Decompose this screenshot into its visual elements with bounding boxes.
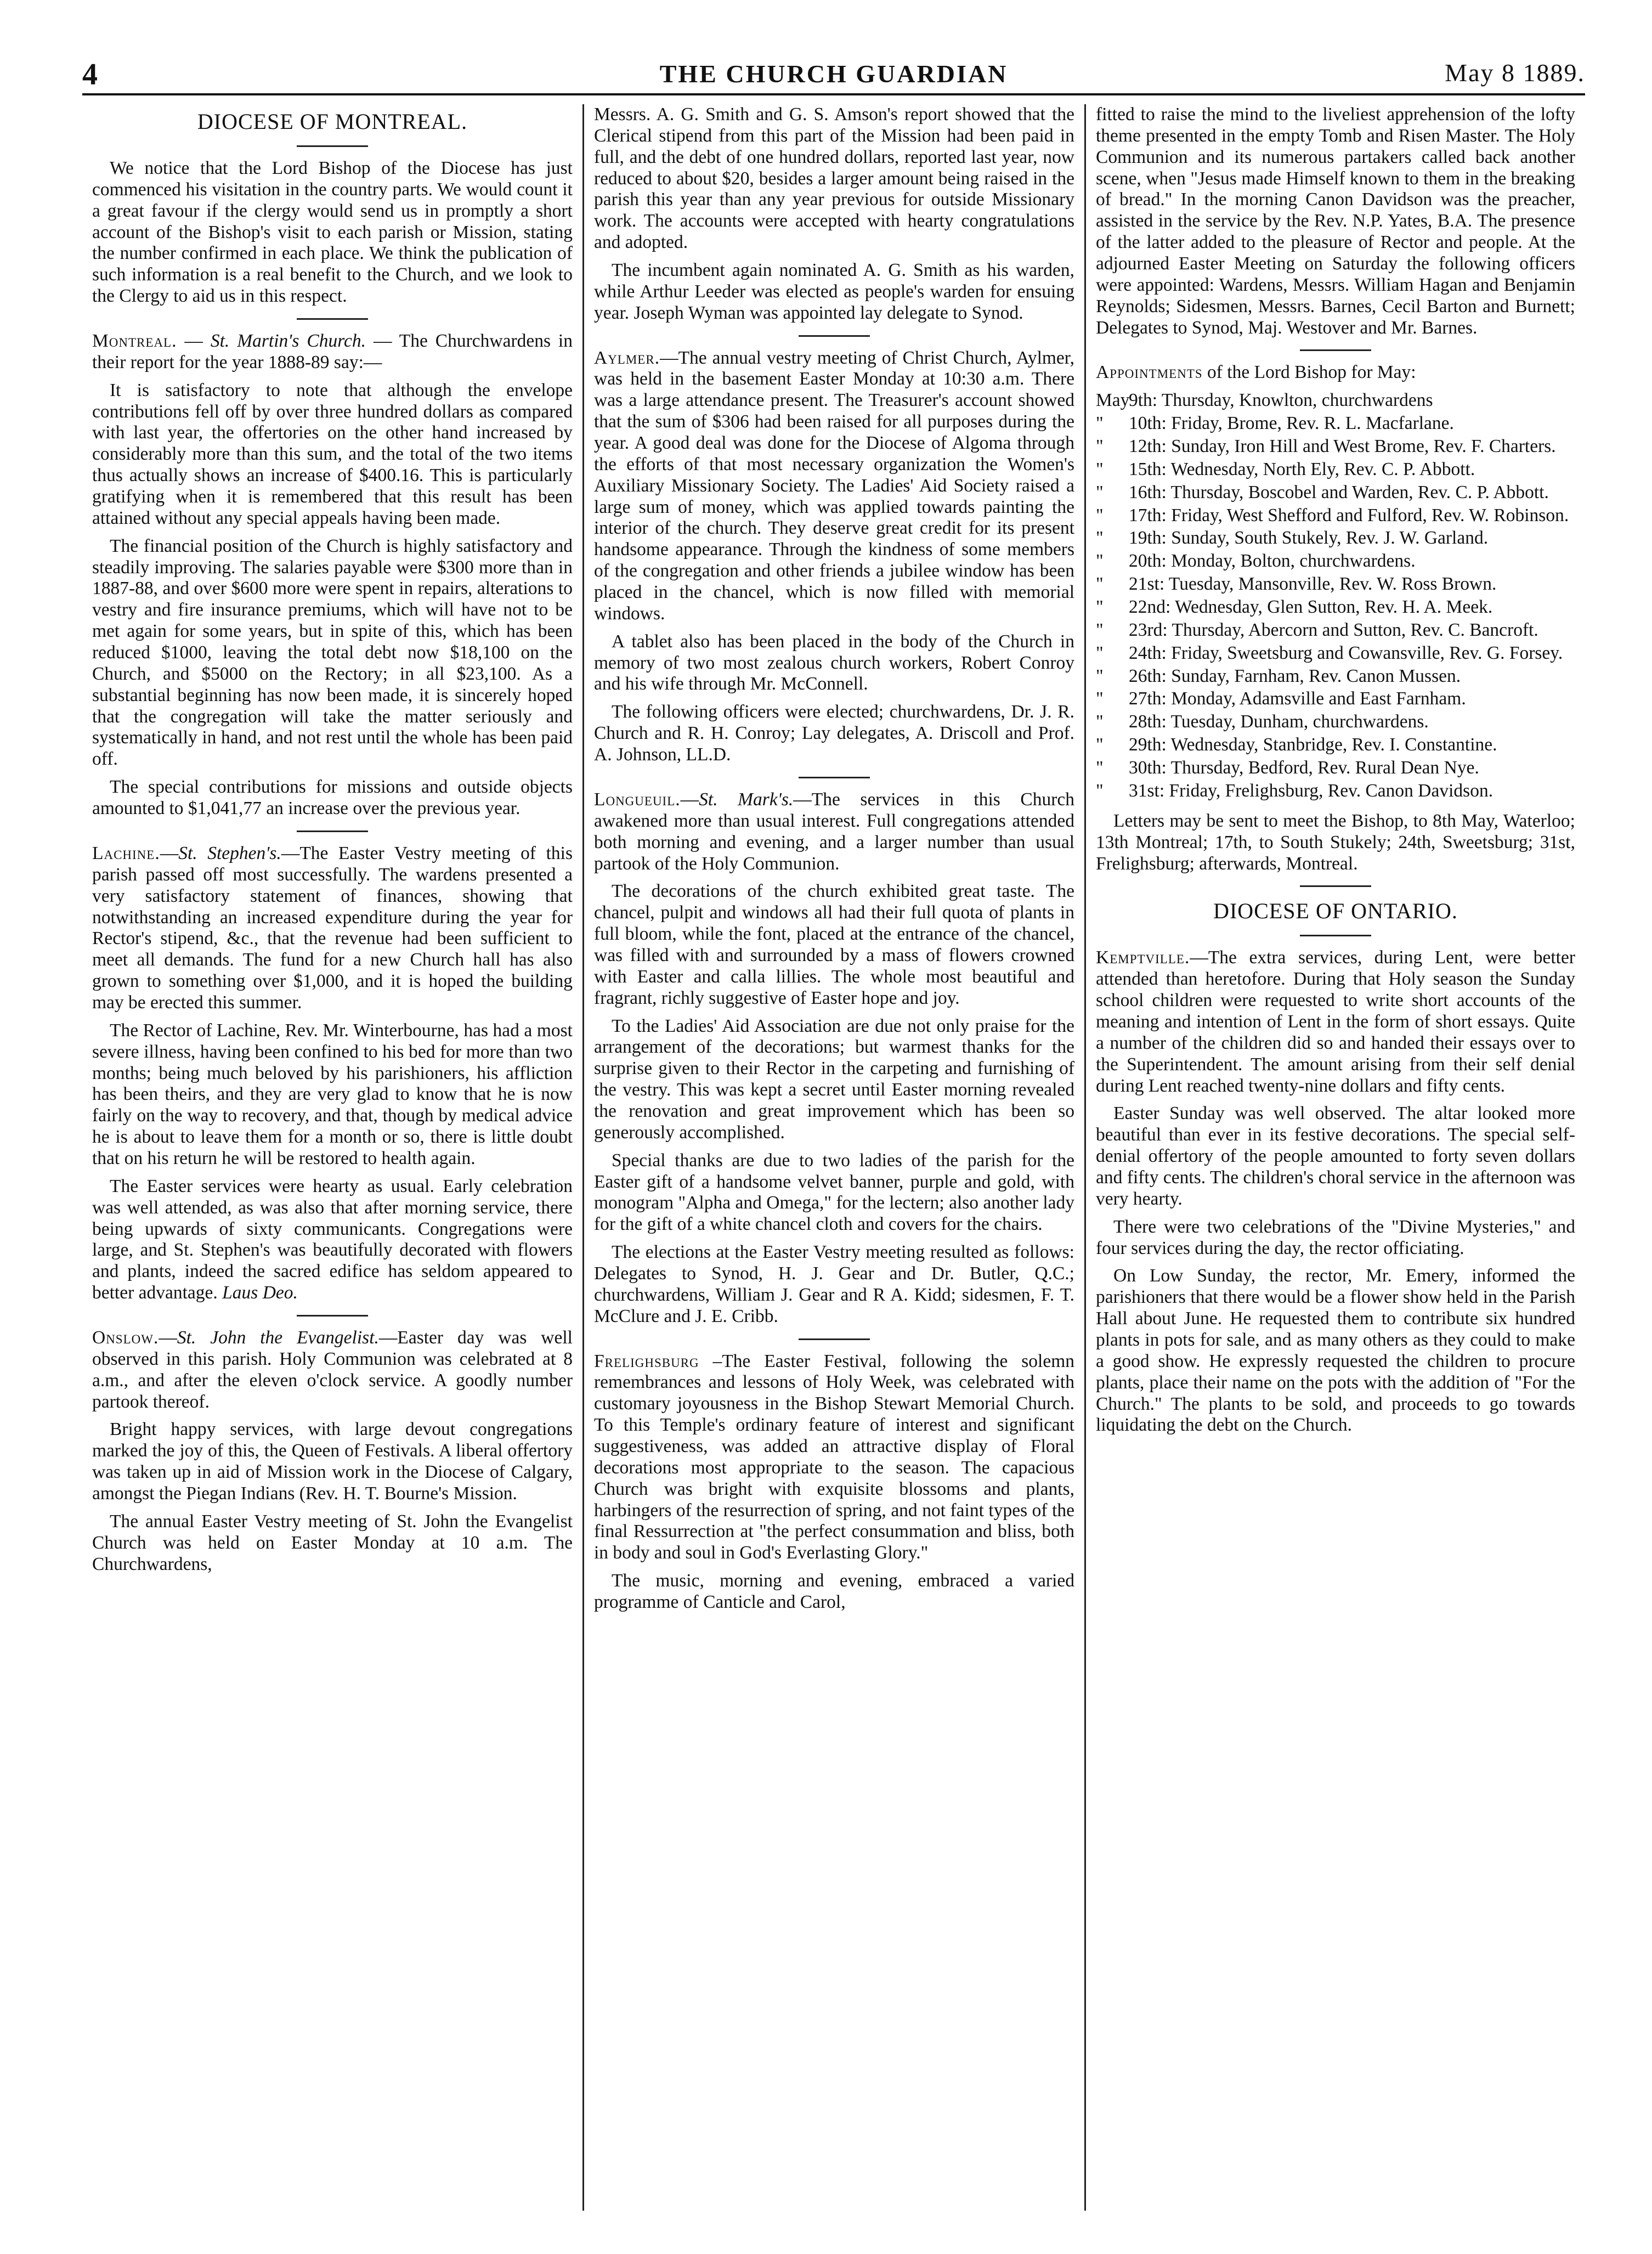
appointment-item [1096,666,1575,687]
page-number: 4 [82,58,98,92]
place-name: Montreal. [92,331,177,352]
appointment-month-mark: " [1096,436,1104,457]
appointment-item [1096,597,1575,618]
appointment-month-mark: " [1096,780,1104,801]
paragraph: fitted to raise the mind to the liveliest apprehension of the lofty theme presented in the empty Tomb and Risen Master. The Holy Communion and its numerous partakers called back another scene, when "Jesus made Himself known to them in the breaking of bread." In the morning Canon Davidson was the preacher, assisted in the service by the Rev. N.P. Yates, B.A. The presence of the latter added to the pleasure of Rector and people. At the adjourned Easter Meeting on Saturday the following officers were appointed: Wardens, Messrs. William Hagan and Benjamin Reynolds; Sidesmen, Messrs. Barnes, Cecil Barton and Burnett; Delegates to Synod, Maj. Westover and Mr. Barnes. [1096,104,1575,338]
appointment-text: 29th: Wednesday, Stanbridge, Rev. I. Constantine. [1129,735,1497,755]
appointment-item [1096,781,1575,802]
lead-text: The annual vestry meeting of Christ Church, Aylmer, was held in the basement Easter Monday at 10:30 a.m. There was a large attendance present. The Treasurer's account showed that the sum of $306 had been raised for all purposes during the year. A good deal was done for the Diocese of Algoma through the efforts of that most necessary organization the Women's Auxiliary Missionary Society. The Ladies' Aid Society raised a large sum of money, which was applied towards painting the interior of the church. They deserve great credit for its present handsome appearance. Through the kindness of some members of the congregation and other friends a jubilee window has been placed in the chancel, which is now filled with memorial windows. [594,347,1074,624]
appointment-text: 27th: Monday, Adamsville and East Farnham. [1129,688,1466,709]
article-aylmer-lead: Aylmer.—The annual vestry meeting of Christ Church, Aylmer, was held in the basement Easter Monday at 10:30 a.m. There was a large attendance present. The Treasurer's account showed that the sum of $306 had been raised for all purposes during the year. A good deal was done for the Diocese of Algoma through the efforts of that most necessary organization the Women's Auxiliary Missionary Society. The Ladies' Aid Society raised a large sum of money, which was applied towards painting the interior of the church. They deserve great credit for its present handsome appearance. Through the kindness of some members of the congregation and other friends a jubilee window has been placed in the chancel, which is now filled with memorial windows. [594,347,1074,624]
place-name: Aylmer. [594,347,660,368]
appointment-item [1096,711,1575,733]
appointment-text: 15th: Wednesday, North Ely, Rev. C. P. Abbott. [1129,459,1475,479]
column-2 [584,104,1086,2211]
article-onslow-lead: Onslow.—St. John the Evangelist.—Easter day was well observed in this parish. Holy Communion was celebrated at 8 a.m., and after the eleven o'clock service. A goodly number partook thereof. [92,1327,573,1412]
appointment-month-mark: " [1096,735,1104,755]
place-name: Frelighsburg [594,1351,699,1371]
page-header [82,55,1585,95]
paragraph: Bright happy services, with large devout congregations marked the joy of this, the Queen of Festivals. A liberal offertory was taken up in aid of Mission work in the Diocese of Calgary, amongst the Piegan Indians (Rev. H. T. Bourne's Mission. [92,1419,573,1504]
lead-text: The Easter Vestry meeting of this parish passed off most successfully. The wardens presented a very satisfactory statement of finances, showing that notwithstanding an increased expenditure during the year for Rector's stipend, &c., that the revenue had been sufficient to meet all demands. The fund for a new Church hall has also grown to something over $1,000, and it is hoped the building may be erected this summer. [92,843,573,1013]
appointment-text: 26th: Sunday, Farnham, Rev. Canon Mussen. [1129,665,1461,686]
article-longueuil-lead: Longueuil.—St. Mark's.—The services in this Church awakened more than usual interest. Full congregations attended both morning and evening, and a larger number than usual partook of the Holy Communion. [594,789,1074,874]
appointment-item [1096,436,1575,457]
paragraph: The incumbent again nominated A. G. Smith as his warden, while Arthur Leeder was elected as people's warden for ensuing year. Joseph Wyman was appointed lay delegate to Synod. [594,260,1074,323]
paragraph [92,1176,573,1304]
appointment-text: 16th: Thursday, Boscobel and Warden, Rev. C. P. Abbott. [1129,482,1549,502]
paragraph: The financial position of the Church is highly satisfactory and steadily improving. The salaries payable were $300 more than in 1887-88, and over $600 more were spent in repairs, alterations to vestry and fire insurance premiums, which will have not to be met again for some years, but in spite of this, which has been reduced $1000, leaving the total debt now $18,100 on the Church, and $5000 on the Rectory; in all $23,100. As a substantial beginning has now been made, it is sincerely hoped that the congregation will take the matter seriously and systematically in hand, and not rest until the whole has been paid off. [92,535,573,770]
place-name: Kemptville. [1096,947,1190,968]
lead-text: Easter day was well observed in this parish. Holy Communion was celebrated at 8 a.m., and after the eleven o'clock service. A goodly number partook thereof. [92,1327,573,1412]
church-name: St. Mark's. [699,789,794,810]
divider [297,1315,368,1317]
paragraph: The following officers were elected; churchwardens, Dr. J. R. Church and R. H. Conroy; Lay delegates, A. Driscoll and Prof. A. Johnson, LL.D. [594,702,1074,765]
section-heading-ontario: DIOCESE OF ONTARIO. [1213,899,1458,924]
appointments-label: Appointments [1096,362,1203,383]
paragraph-text: The Easter services were hearty as usual. Early celebration was well attended, as was also that after morning service, there being upwards of sixty communicants. Congregations were large, and St. Stephen's was beautifully decorated with flowers and plants, indeed the sacred edifice has seldom appeared to better advantage. [92,1176,573,1303]
appointment-text: 12th: Sunday, Iron Hill and West Brome, Rev. F. Charters. [1129,436,1556,457]
appointment-text: 19th: Sunday, South Stukely, Rev. J. W. Garland. [1129,528,1489,549]
article-frelighsburg-lead: Frelighsburg –The Easter Festival, following the solemn remembrances and lessons of Holy Week, was celebrated with customary joyousness in the Bishop Stewart Memorial Church. To this Temple's ordinary feature of interest and significant suggestiveness, was added an attractive display of Floral decorations most appropriate to the season. The capacious Church was bright with exquisite blossoms and plants, harbingers of the resurrection of spring, and not faint types of the final Ressurrection at "the perfect consummation and bliss, both in body and soul in God's Everlasting Glory." [594,1351,1075,1563]
appointment-item [1096,620,1575,641]
appointment-item [1096,390,1575,411]
appointment-item [1096,758,1575,779]
appointment-month-mark: " [1096,642,1104,663]
closing-phrase: Laus Deo. [222,1283,298,1303]
appointment-item [1096,574,1575,595]
appointment-month-mark: " [1096,665,1104,686]
appointment-text: 10th: Friday, Brome, Rev. R. L. Macfarlane. [1129,413,1454,434]
appointment-item [1096,551,1575,572]
intro-paragraph: We notice that the Lord Bishop of the Diocese has just commenced his visitation in the country parts. We would count it a great favour if the clergy would send us in promptly a short account of the Bishop's visit to each parish or Mission, stating the number confirmed in each place. We think the publication of such information is a real benefit to the Church, and we look to the Clergy to aid us in this respect. [92,158,573,307]
appointment-month-mark: " [1096,528,1104,549]
lead-text: The extra services, during Lent, were better attended than heretofore. During that Holy season the Sunday school children were requested to write short accounts of the meaning and intention of Lent in the form of short essays. Quite a number of the children did so and handed their essays over to the Superintendent. The amount arising from their self denial during Lent reached twenty-nine dollars and fifty cents. [1096,947,1575,1096]
paragraph: Messrs. A. G. Smith and G. S. Amson's report showed that the Clerical stipend from this part of the Mission had been paid in full, and the debt of one hundred dollars, reported last year, now reduced to about $20, besides a larger amount being raised in the parish this year than any year previous for outside Missionary work. The accounts were accepted with hearty congratulations and adopted. [594,104,1074,253]
divider [1300,349,1371,351]
column-3 [1086,104,1585,2211]
section-heading-montreal: DIOCESE OF MONTREAL. [197,109,468,134]
divider [297,318,368,320]
columns [82,104,1585,2211]
article-montreal-lead: Montreal. — St. Martin's Church. — The Churchwardens in their report for the year 1888-89 say:— [92,331,573,372]
paragraph: The elections at the Easter Vestry meeting resulted as follows: Delegates to Synod, H. J. Gear and Dr. Butler, Q.C.; churchwardens, William J. Gear and R A. Kidd; sidesmen, F. T. McClure and J. E. Cribb. [594,1242,1074,1326]
article-lachine-lead: Lachine.—St. Stephen's.—The Easter Vestry meeting of this parish passed off most successfully. The wardens presented a very satisfactory statement of finances, showing that notwithstanding an increased expenditure during the year for Rector's stipend, &c., that the revenue had been sufficient to meet all demands. The fund for a new Church hall has also grown to something over $1,000, and it is hoped the building may be erected this summer. [92,843,573,1013]
appointment-item [1096,505,1575,527]
divider [799,1338,870,1340]
appointment-month-mark: " [1096,619,1104,640]
newspaper-page [82,55,1585,2211]
appointment-text: 31st: Friday, Frelighsburg, Rev. Canon Davidson. [1129,780,1493,801]
appointment-item [1096,688,1575,710]
appointment-item [1096,459,1575,481]
paragraph: There were two celebrations of the "Divine Mysteries," and four services during the day, the rector officiating. [1096,1216,1575,1258]
appointment-text: 23rd: Thursday, Abercorn and Sutton, Rev. C. Bancroft. [1129,619,1538,640]
divider [297,831,368,832]
appointment-text: 28th: Tuesday, Dunham, churchwardens. [1129,711,1429,732]
divider [799,335,870,337]
issue-date: May 8 1889. [1445,59,1585,87]
paragraph: The Rector of Lachine, Rev. Mr. Winterbourne, has had a most severe illness, having been confined to his bed for more than two months; being much beloved by his parishioners, his affliction has been theirs, and they are very glad to know that he is now fairly on the way to recovery, and that, though by medical advice he is about to leave them for a month or so, there is little doubt that on his return he will be restored to health again. [92,1020,573,1168]
appointments-list [1096,390,1575,801]
appointment-text: 30th: Thursday, Bedford, Rev. Rural Dean Nye. [1129,758,1479,778]
appointment-item [1096,413,1575,434]
appointment-item [1096,482,1575,504]
appointment-month-mark: " [1096,482,1104,502]
paragraph: The music, morning and evening, embraced a varied programme of Canticle and Carol, [594,1571,1074,1612]
lead-text: The Churchwardens in their report for the year 1888-89 say:— [92,331,573,372]
appointment-text: 20th: Monday, Bolton, churchwardens. [1129,551,1416,572]
lead-text: The services in this Church awakened more than usual interest. Full congregations attended both morning and evening, and a larger number than usual partook of the Holy Communion. [594,789,1074,874]
appointment-month-mark: " [1096,711,1104,732]
appointment-month-mark: May [1096,390,1130,411]
appointment-text: 9th: Thursday, Knowlton, churchwardens [1129,390,1433,411]
masthead-title: THE CHURCH GUARDIAN [659,60,1008,88]
appointment-month-mark: " [1096,574,1104,595]
appointment-month-mark: " [1096,459,1104,479]
paragraph: Letters may be sent to meet the Bishop, to 8th May, Waterloo; 13th Montreal; 17th, to South Stukely; 24th, Sweetsburg; 31st, Frelighsburg; afterwards, Montreal. [1096,810,1575,874]
church-name: St. Martin's Church. [210,331,366,352]
divider [799,777,870,778]
divider [297,145,368,147]
paragraph: Special thanks are due to two ladies of the parish for the Easter gift of a handsome velvet banner, purple and gold, with monogram "Alpha and Omega," for the lectern; also another lady for the gift of a white chancel cloth and covers for the chairs. [594,1150,1074,1235]
paragraph: On Low Sunday, the rector, Mr. Emery, informed the parishioners that there would be a flower show held in the Parish Hall about June. He requested them to contribute six hundred plants in pots for sale, and as many others as they could to make a good show. He expressly requested the children to procure plants, place their name on the pots with the addition of "For the Church." The plants to be sold, and proceeds to go towards liquidating the debt on the Church. [1096,1266,1575,1436]
lead-text: The Easter Festival, following the solemn remembrances and lessons of Holy Week, was celebrated with customary joyousness in the Bishop Stewart Memorial Church. To this Temple's ordinary feature of interest and significant suggestiveness, was added an attractive display of Floral decorations most appropriate to the season. The capacious Church was bright with exquisite blossoms and plants, harbingers of the resurrection of spring, and not faint types of the final Ressurrection at "the perfect consummation and bliss, both in body and soul in God's Everlasting Glory." [594,1351,1075,1563]
church-name: St. Stephen's. [178,843,281,863]
appointment-month-mark: " [1096,597,1104,618]
place-name: Onslow. [92,1327,159,1348]
place-name: Lachine. [92,843,160,863]
paragraph: A tablet also has been placed in the body of the Church in memory of two most zealous church workers, Robert Conroy and his wife through Mr. McConnell. [594,631,1074,694]
appointment-month-mark: " [1096,505,1104,526]
appointment-item [1096,735,1575,756]
divider [1300,935,1371,936]
appointment-month-mark: " [1096,758,1104,778]
appointment-month-mark: " [1096,688,1104,709]
lead-text: of the Lord Bishop for May: [1207,362,1416,383]
appointment-month-mark: " [1096,413,1104,434]
article-kemptville-lead: Kemptville.—The extra services, during Lent, were better attended than heretofore. During that Holy season the Sunday school children were requested to write short accounts of the meaning and intention of Lent in the form of short essays. Quite a number of the children did so and handed their essays over to the Superintendent. The amount arising from their self denial during Lent reached twenty-nine dollars and fifty cents. [1096,947,1575,1096]
appointment-item [1096,643,1575,664]
appointment-text: 17th: Friday, West Shefford and Fulford, Rev. W. Robinson. [1129,505,1569,526]
appointment-text: 21st: Tuesday, Mansonville, Rev. W. Ross Brown. [1129,574,1497,595]
appointment-item [1096,528,1575,549]
paragraph: To the Ladies' Aid Association are due not only praise for the arrangement of the decorations; but warmest thanks for the surprise given to their Rector in the carpeting and furnishing of the vestry. This was kept a secret until Easter morning revealed the renovation and great improvement which has been so generously accomplished. [594,1015,1074,1143]
appointments-lead [1096,362,1575,383]
paragraph: The annual Easter Vestry meeting of St. John the Evangelist Church was held on Easter Monday at 10 a.m. The Churchwardens, [92,1511,573,1574]
church-name: St. John the Evangelist. [177,1327,379,1348]
column-1 [82,104,584,2211]
paragraph: The decorations of the church exhibited great taste. The chancel, pulpit and windows all had their full quota of plants in full bloom, while the font, placed at the entrance of the chancel, was filled with and surrounded by a mass of flowers crowned with Easter and calla lillies. The whole most beautiful and fragrant, richly suggestive of Easter hope and joy. [594,881,1074,1008]
appointment-month-mark: " [1096,551,1104,572]
paragraph: The special contributions for missions and outside objects amounted to $1,041,77 an increase over the previous year. [92,777,573,819]
paragraph: Easter Sunday was well observed. The altar looked more beautiful than ever in its festive decorations. The special self-denial offertory of the people amounted to forty seven dollars and fifty cents. The children's choral service in the afternoon was very hearty. [1096,1103,1575,1209]
place-name: Longueuil. [594,789,681,810]
paragraph: It is satisfactory to note that although the envelope contributions fell off by over three hundred dollars as compared with last year, the offertories on the other hand increased by considerably more than this sum, and the total of the two items thus actually shows an increase of $400.16. This is particularly gratifying when it is remembered that this result has been attained without any special appeals having been made. [92,380,573,528]
appointment-text: 24th: Friday, Sweetsburg and Cowansville, Rev. G. Forsey. [1129,642,1563,663]
appointment-text: 22nd: Wednesday, Glen Sutton, Rev. H. A. Meek. [1129,597,1493,618]
divider [1300,885,1371,887]
